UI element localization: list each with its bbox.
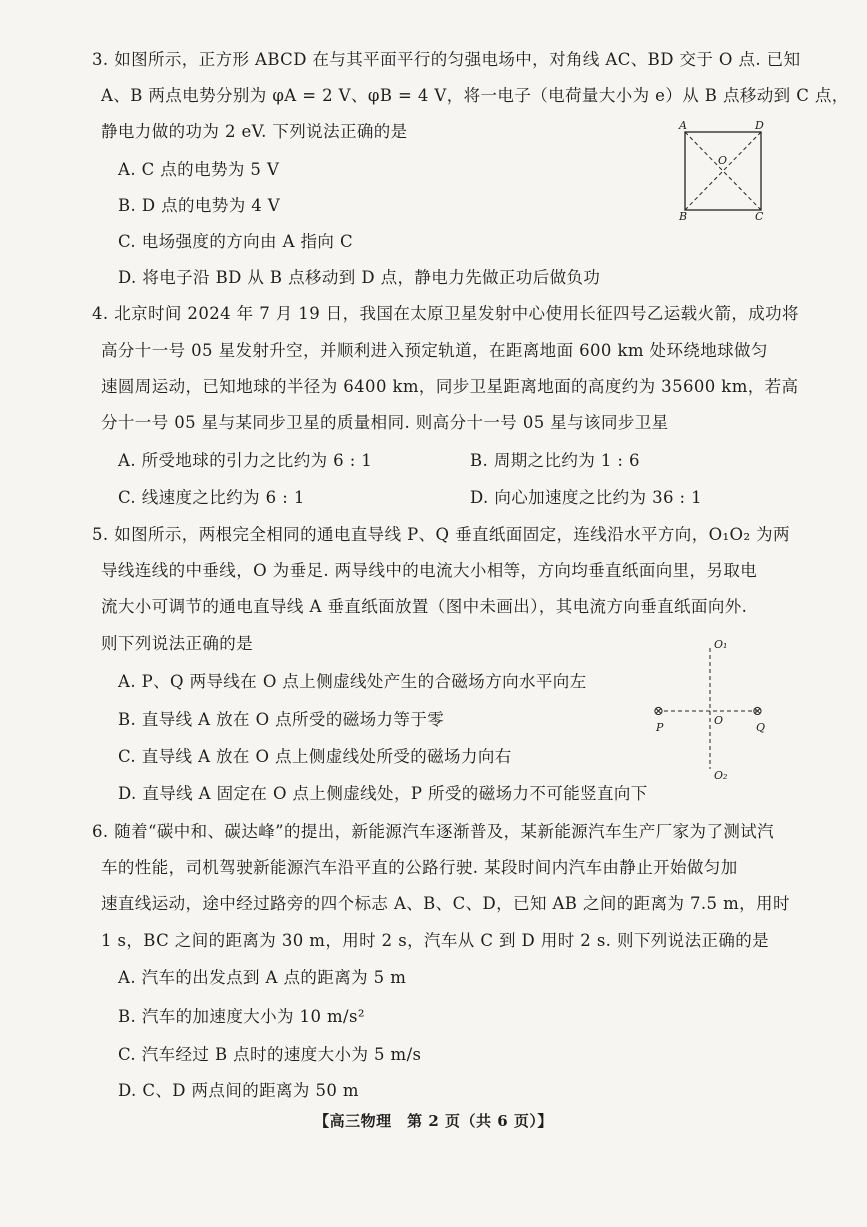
label-o2: O₂	[714, 769, 728, 782]
q3-stem-line-1: 3. 如图所示，正方形 ABCD 在与其平面平行的匀强电场中，对角线 AC、BD 交于 O 点. 已知	[92, 50, 801, 69]
q6-stem-line-1: 6. 随着“碳中和、碳达峰”的提出，新能源汽车逐渐普及，某新能源汽车生产厂家为了测试汽	[92, 822, 775, 841]
q4-option-d: D. 向心加速度之比约为 36 : 1	[470, 488, 703, 507]
q4-stem-line-2: 高分十一号 05 星发射升空，并顺利进入预定轨道，在距离地面 600 km 处环绕地球做匀	[101, 341, 768, 360]
label-b: B	[679, 210, 688, 223]
q5-option-c: C. 直导线 A 放在 O 点上侧虚线处所受的磁场力向右	[118, 747, 512, 766]
q3-option-d: D. 将电子沿 BD 从 B 点移动到 D 点，静电力先做正功后做负功	[118, 268, 601, 287]
q3-option-b: B. D 点的电势为 4 V	[118, 196, 281, 215]
label-p: P	[656, 721, 664, 734]
q3-stem-line-2: A、B 两点电势分别为 φA = 2 V、φB = 4 V，将一电子（电荷量大小为 e）从 B 点移动到 C 点，	[101, 86, 849, 105]
q4-stem-line-1: 4. 北京时间 2024 年 7 月 19 日，我国在太原卫星发射中心使用长征四号乙运载火箭，成功将	[92, 304, 799, 323]
label-c: C	[755, 210, 764, 223]
label-o: O	[714, 714, 724, 727]
q6-stem-line-2: 车的性能，司机驾驶新能源汽车沿平直的公路行驶. 某段时间内汽车由静止开始做匀加	[101, 858, 738, 877]
label-o1: O₁	[714, 638, 728, 651]
wires-pq-figure	[648, 634, 773, 784]
q6-stem-line-4: 1 s，BC 之间的距离为 30 m，用时 2 s，汽车从 C 到 D 用时 2 s. 则下列说法正确的是	[101, 931, 770, 950]
q3-option-c: C. 电场强度的方向由 A 指向 C	[118, 232, 354, 251]
q5-stem-line-3: 流大小可调节的通电直导线 A 垂直纸面放置（图中未画出），其电流方向垂直纸面向外.	[101, 597, 748, 616]
q5-option-a: A. P、Q 两导线在 O 点上侧虚线处产生的合磁场方向水平向左	[118, 672, 587, 691]
label-q: Q	[756, 721, 766, 734]
q6-option-a: A. 汽车的出发点到 A 点的距离为 5 m	[118, 968, 407, 987]
q4-option-b: B. 周期之比约为 1 : 6	[470, 451, 640, 470]
square-abcd-figure	[675, 120, 775, 230]
q5-stem-line-1: 5. 如图所示，两根完全相同的通电直导线 P、Q 垂直纸面固定，连线沿水平方向，O₁O₂ 为两	[92, 525, 790, 544]
label-a: A	[679, 119, 687, 132]
q4-option-c: C. 线速度之比约为 6 : 1	[118, 488, 305, 507]
q5-stem-line-2: 导线连线的中垂线，O 为垂足. 两导线中的电流大小相等，方向均垂直纸面向里，另取电	[101, 561, 758, 580]
q6-stem-line-3: 速直线运动，途中经过路旁的四个标志 A、B、C、D，已知 AB 之间的距离为 7.5 m，用时	[101, 894, 790, 913]
q5-option-b: B. 直导线 A 放在 O 点所受的磁场力等于零	[118, 710, 445, 729]
q4-stem-line-4: 分十一号 05 星与某同步卫星的质量相同. 则高分十一号 05 星与该同步卫星	[101, 413, 669, 432]
wire-q-cross-icon: ⊗	[752, 704, 763, 719]
label-d: D	[755, 119, 764, 132]
q4-option-a: A. 所受地球的引力之比约为 6 : 1	[118, 451, 373, 470]
q6-option-d: D. C、D 两点间的距离为 50 m	[118, 1081, 359, 1100]
q3-option-a: A. C 点的电势为 5 V	[118, 160, 280, 179]
label-o: O	[718, 154, 728, 167]
q6-option-b: B. 汽车的加速度大小为 10 m/s²	[118, 1007, 365, 1026]
q5-option-d: D. 直导线 A 固定在 O 点上侧虚线处，P 所受的磁场力不可能竖直向下	[118, 784, 648, 803]
q5-stem-line-4: 则下列说法正确的是	[101, 634, 254, 653]
wire-p-cross-icon: ⊗	[653, 704, 664, 719]
q4-stem-line-3: 速圆周运动，已知地球的半径为 6400 km，同步卫星距离地面的高度约为 35600 km，若高	[101, 377, 799, 396]
page-footer: 【高三物理 第 2 页（共 6 页）】	[314, 1112, 553, 1130]
q6-option-c: C. 汽车经过 B 点时的速度大小为 5 m/s	[118, 1045, 422, 1064]
q3-stem-line-3: 静电力做的功为 2 eV. 下列说法正确的是	[101, 122, 408, 141]
